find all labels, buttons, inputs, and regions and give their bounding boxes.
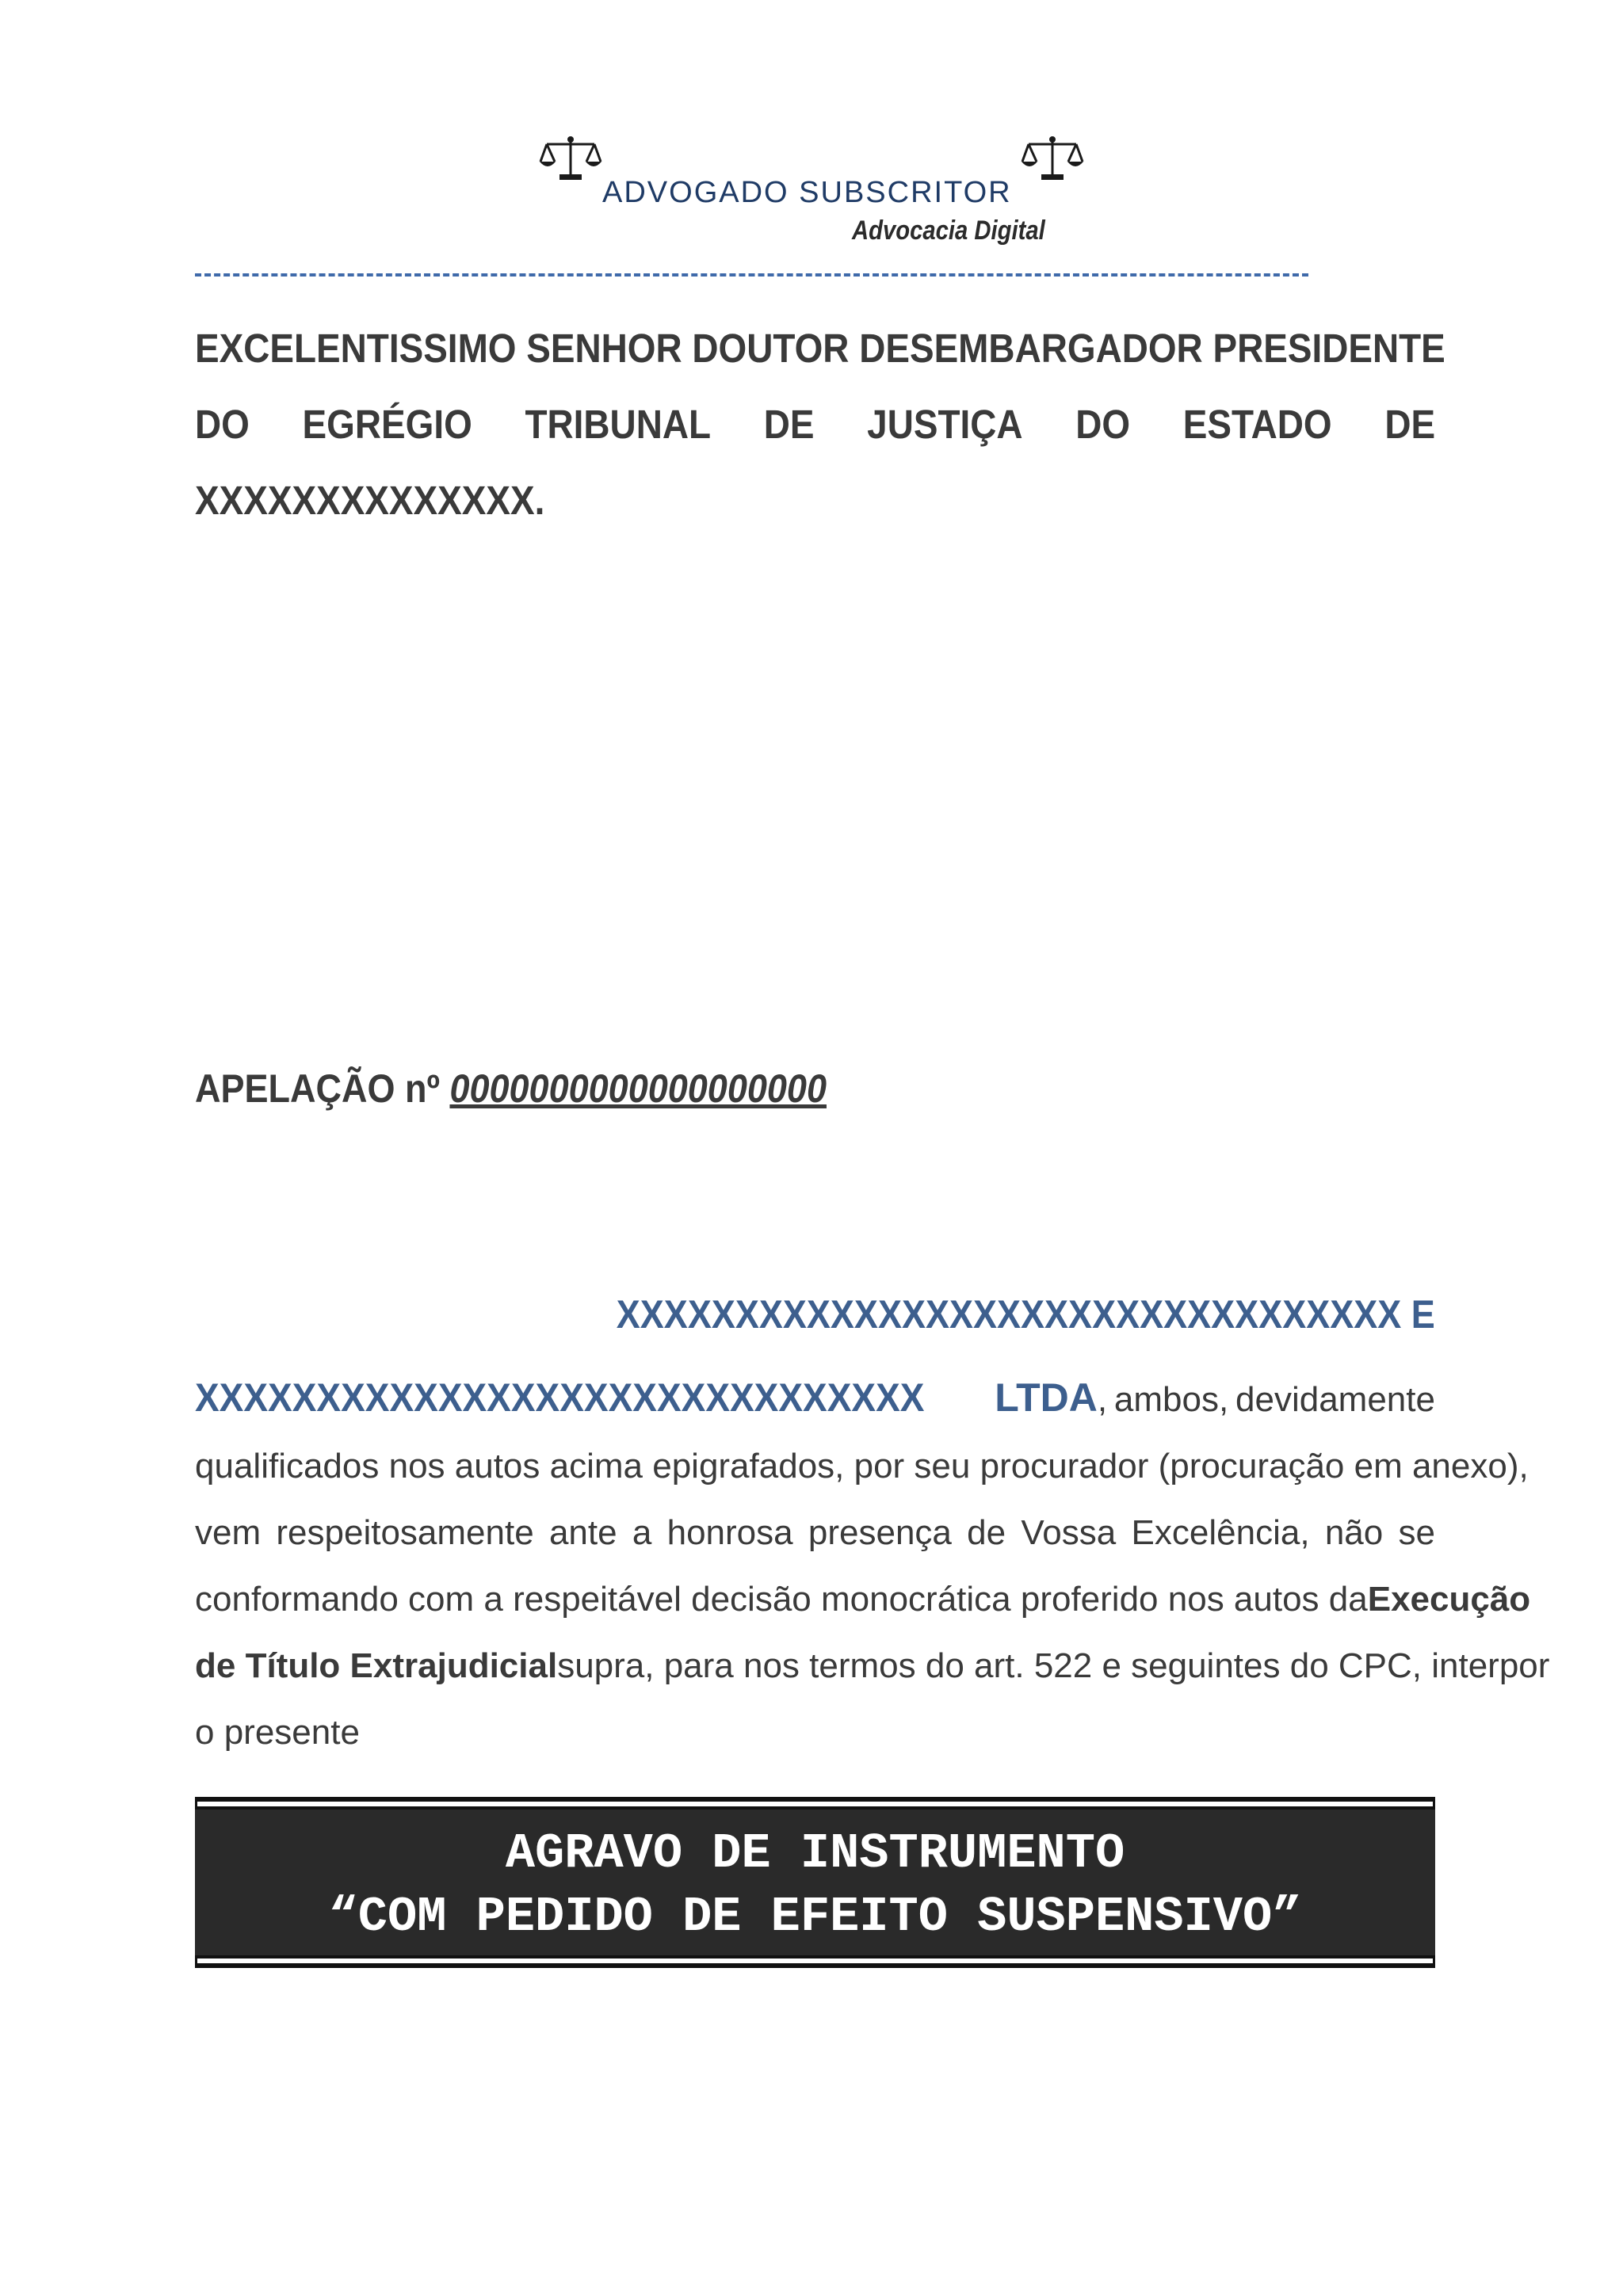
body-word: respeitosamente <box>276 1513 534 1552</box>
addressee-word: JUSTIÇA <box>867 402 1023 447</box>
body-word: , <box>1097 1380 1108 1419</box>
body-word: ambos, <box>1113 1380 1229 1419</box>
appeal-number-line <box>195 1066 827 1112</box>
body-word: se <box>1398 1513 1435 1552</box>
scales-of-justice-icon <box>1021 135 1084 182</box>
party-suffix-group <box>995 1364 1107 1433</box>
body-line-2 <box>195 1433 1529 1500</box>
brand-tagline: Advocacia Digital <box>852 215 1045 246</box>
body-line-text: o presente <box>195 1713 360 1752</box>
body-line-text: supra, para nos termos do art. 522 e seguintes do CPC, interpor <box>557 1646 1550 1685</box>
body-line-text: qualificados nos autos acima epigrafados, por seu procurador (procuração em anexo), <box>195 1447 1529 1486</box>
body-word: vem <box>195 1513 262 1552</box>
body-word: não <box>1324 1513 1384 1552</box>
body-bold-text: Execução <box>1367 1580 1531 1619</box>
party-names-line-1: XXXXXXXXXXXXXXXXXXXXXXXXXXXXXXXXX E <box>616 1292 1435 1337</box>
addressee-word: TRIBUNAL <box>525 402 712 447</box>
body-word: a <box>632 1513 652 1552</box>
addressee-line-3: XXXXXXXXXXXXXX. <box>195 478 545 523</box>
body-paragraph <box>195 1364 1550 1766</box>
body-word: honrosa <box>666 1513 793 1552</box>
addressee-word: DE <box>763 402 815 447</box>
body-line-text: conformando com a respeitável decisão monocrática proferido nos autos da <box>195 1580 1368 1619</box>
body-line-5 <box>195 1633 1550 1699</box>
body-word: ante <box>548 1513 617 1552</box>
header-divider <box>195 273 1308 277</box>
body-word: Vossa <box>1021 1513 1117 1552</box>
body-word: Excelência, <box>1131 1513 1310 1552</box>
addressee-word: DE <box>1384 402 1436 447</box>
scales-of-justice-icon <box>539 135 602 182</box>
petition-title: AGRAVO DE INSTRUMENTO <box>505 1825 1125 1882</box>
body-bold-text: de Título Extrajudicial <box>195 1646 558 1685</box>
brand-name: ADVOGADO SUBSCRITOR <box>602 176 1012 209</box>
addressee-block <box>195 311 1445 539</box>
party-names-line-2: XXXXXXXXXXXXXXXXXXXXXXXXXXXXXX <box>195 1375 925 1420</box>
body-word: devidamente <box>1235 1380 1435 1419</box>
body-word: presença <box>808 1513 952 1552</box>
appeal-label: APELAÇÃO nº <box>195 1066 440 1111</box>
addressee-word: EGRÉGIO <box>302 402 472 447</box>
addressee-word: DO <box>195 402 250 447</box>
body-line-4 <box>195 1566 1531 1633</box>
addressee-word: ESTADO <box>1182 402 1332 447</box>
body-line-3 <box>195 1500 1435 1566</box>
appeal-number: 0000000000000000000 <box>449 1066 827 1111</box>
addressee-word: DO <box>1075 402 1131 447</box>
addressee-line-1: EXCELENTISSIMO SENHOR DOUTOR DESEMBARGADOR PRESIDENTE <box>195 326 1445 371</box>
body-line-1 <box>195 1364 1435 1433</box>
body-word: de <box>967 1513 1006 1552</box>
party-suffix: LTDA <box>995 1375 1098 1420</box>
petition-subtitle: “COM PEDIDO DE EFEITO SUSPENSIVO” <box>328 1889 1302 1945</box>
petition-title-box <box>195 1806 1435 1958</box>
letterhead <box>539 135 1094 254</box>
body-line-6 <box>195 1699 1435 1766</box>
addressee-line-2 <box>195 387 1435 463</box>
